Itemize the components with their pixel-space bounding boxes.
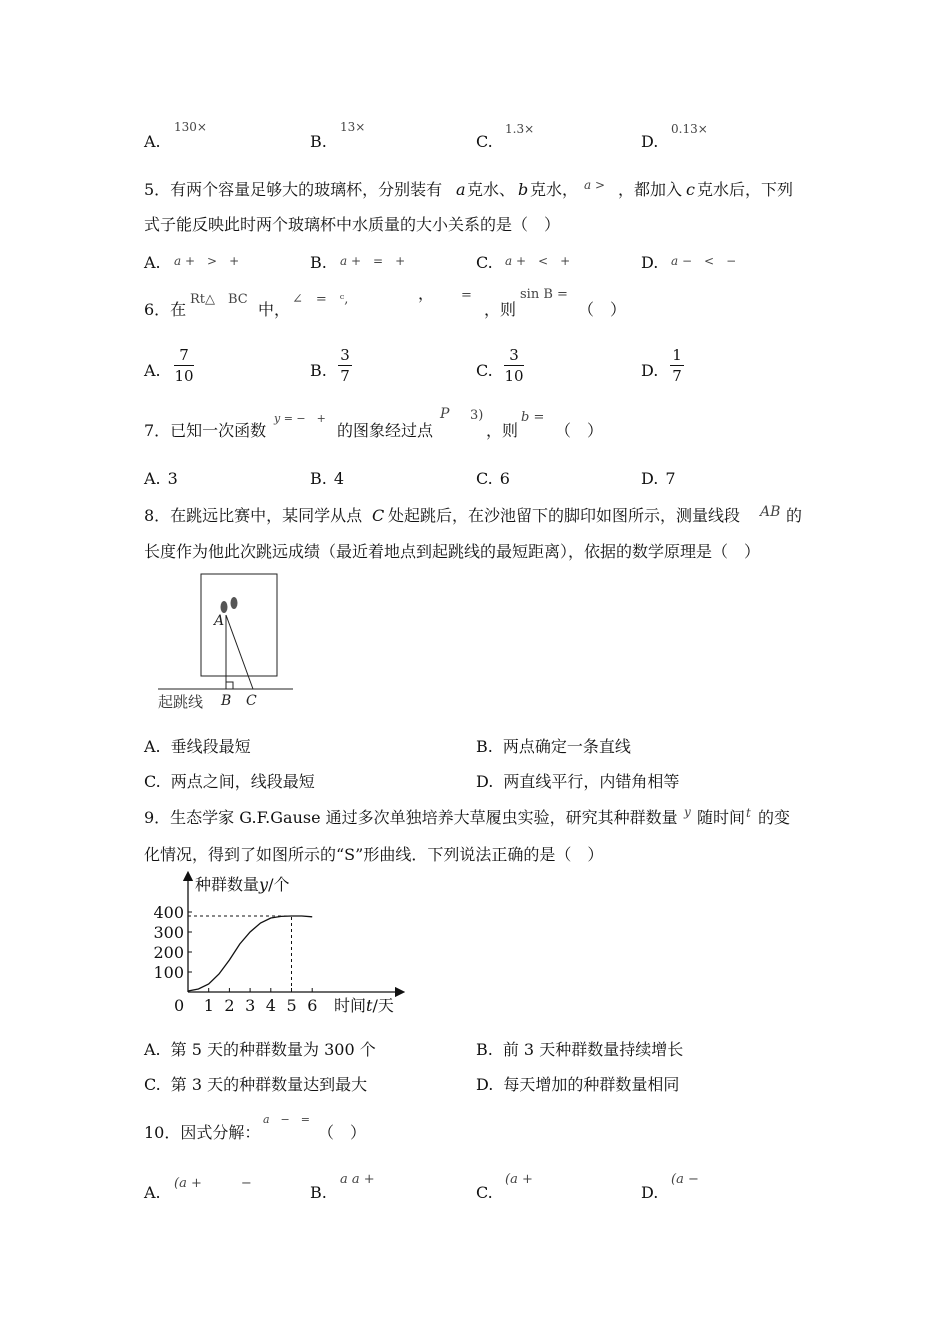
q8-option-c-text: 两点之间，线段最短 — [170, 772, 315, 791]
q10-option-b-letter: B. — [310, 1183, 327, 1202]
q7-option-d — [641, 469, 676, 489]
q6-option-a-numerator: 7 — [179, 346, 189, 364]
q6-option-d-denominator: 7 — [672, 367, 682, 385]
q8-option-a — [144, 737, 251, 757]
q8-option-c — [144, 772, 315, 792]
q8-option-b-letter: B. — [476, 737, 493, 756]
q7-option-c-letter: C. — [476, 469, 493, 488]
q10-option-d-letter: D. — [641, 1183, 659, 1202]
q10-option-a-letter: A. — [144, 1183, 161, 1202]
q5-option-c-letter: C. — [476, 253, 493, 272]
footprint-right — [231, 597, 238, 609]
q5-option-a-expr: a + > + — [174, 254, 240, 268]
q9-line2: 化情况，得到了如图所示的“S”形曲线．下列说法正确的是（ ） — [144, 845, 604, 864]
x-tick-label: 6 — [307, 996, 318, 1015]
q7-option-b — [310, 469, 344, 489]
axis-ticks — [153, 903, 317, 1015]
q8-option-c-letter: C. — [144, 772, 161, 791]
q7-option-b-letter: B. — [310, 469, 327, 488]
q8-line1: 8．在跳远比赛中，某同学从点 — [144, 506, 363, 525]
q6-option-d-fraction — [670, 346, 684, 385]
q9-var-t: t — [746, 806, 751, 820]
y-axis-label-prefix: 种群数量 — [195, 875, 260, 894]
q8-option-d-text: 两直线平行，内错角相等 — [503, 772, 680, 791]
q6-option-c-numerator: 3 — [509, 346, 519, 364]
q9-option-d — [476, 1075, 679, 1095]
x-axis-label-unit: /天 — [372, 996, 394, 1015]
y-axis-label-unit: /个 — [268, 875, 290, 894]
q6-comma: ， — [418, 284, 435, 303]
q9-option-d-letter: D. — [476, 1075, 494, 1094]
q7-option-c-text: 6 — [499, 469, 510, 488]
q5-line1-a: 5．有两个容量足够大的玻璃杯，分别装有 — [144, 180, 443, 199]
q9-option-b — [476, 1040, 683, 1060]
q7-mid: 的图象经过点 — [337, 421, 434, 440]
q8-line2: 长度作为他此次跳远成绩（最近着地点到起跳线的最短距离），依据的数学原理是（ ） — [144, 542, 761, 561]
q7-point-rest: 3) — [470, 408, 484, 423]
q6-option-b-letter: B. — [310, 361, 327, 380]
q10-option-c-letter: C. — [476, 1183, 493, 1202]
q7-function: y = − + — [274, 412, 326, 425]
q7-paren: （ ） — [555, 421, 604, 440]
q8-option-d — [476, 772, 679, 792]
y-tick-label: 200 — [153, 943, 184, 962]
y-tick-label: 100 — [153, 963, 184, 982]
q10-option-c-expr: (a + — [505, 1172, 533, 1187]
q10-paren: （ ） — [318, 1123, 367, 1142]
label-a: A — [214, 613, 225, 629]
y-axis-label-var: y — [259, 875, 269, 894]
q9-option-b-letter: B. — [476, 1040, 493, 1059]
q5-mid2: 克水， — [530, 180, 579, 199]
q6-option-a-letter: A. — [144, 361, 161, 380]
q7-prefix: 7．已知一次函数 — [144, 421, 267, 440]
population-chart — [150, 868, 420, 1023]
q9-option-c-text: 第 3 天的种群数量达到最大 — [170, 1075, 368, 1094]
q6-eq: = — [461, 288, 472, 303]
q5-option-b-letter: B. — [310, 253, 327, 272]
q4-option-a-expr: 130× — [174, 120, 207, 134]
segment-ac — [226, 615, 253, 689]
x-axis-label-var: t — [366, 996, 373, 1015]
q5-option-a-letter: A. — [144, 253, 161, 272]
q6-option-d-letter: D. — [641, 361, 659, 380]
q9-var-y: y — [684, 805, 691, 819]
q7-b-eq: b = — [521, 410, 545, 425]
q6-triangle: Rt△ BC — [190, 292, 248, 307]
y-tick-label: 300 — [153, 923, 184, 942]
q6-option-b-denominator: 7 — [340, 367, 350, 385]
q5-condition: a > — [584, 178, 606, 192]
q6-ze: ，则 — [484, 300, 517, 319]
q10-option-b-expr: a a + — [340, 1172, 375, 1187]
q4-option-d-expr: 0.13× — [671, 122, 708, 136]
x-axis-label-prefix: 时间 — [334, 996, 367, 1015]
q9-option-b-text: 前 3 天种群数量持续增长 — [502, 1040, 684, 1059]
long-jump-figure — [150, 565, 300, 715]
q10-option-d-expr: (a − — [671, 1172, 699, 1187]
q5-option-d-expr: a − < − — [671, 254, 737, 268]
q8-option-a-letter: A. — [144, 737, 161, 756]
q5-var-b: b — [518, 180, 529, 199]
footprint-left — [221, 601, 228, 613]
takeoff-line-label: 起跳线 — [158, 693, 204, 711]
q7-ze: ，则 — [486, 421, 519, 440]
q6-zhong: 中， — [258, 300, 291, 319]
label-b: B — [221, 693, 232, 709]
q4-option-d-letter: D. — [641, 132, 659, 151]
guide-lines — [188, 916, 292, 992]
q5-option-c-expr: a + < + — [505, 254, 571, 268]
q5-end1: 克水后，下列 — [697, 180, 794, 199]
q8-option-b — [476, 737, 631, 757]
q5-mid1: 克水、 — [467, 180, 516, 199]
q4-option-c-letter: C. — [476, 132, 493, 151]
q5-option-b-expr: a + = + — [340, 254, 406, 268]
q7-option-a — [144, 469, 178, 489]
q4-option-b-expr: 13× — [340, 120, 366, 134]
q7-option-d-text: 7 — [665, 469, 676, 488]
q8-segment: AB — [760, 504, 781, 520]
q7-option-d-letter: D. — [641, 469, 659, 488]
q9-option-a — [144, 1040, 376, 1060]
q5-var-c: c — [686, 180, 695, 199]
q6-option-c-letter: C. — [476, 361, 493, 380]
q6-option-c-denominator: 10 — [504, 367, 524, 385]
q9-line1: 9．生态学家 G.F.Gause 通过多次单独培养大草履虫实验，研究其种群数量 — [144, 808, 678, 827]
q7-option-b-text: 4 — [333, 469, 345, 488]
q4-option-b-letter: B. — [310, 132, 327, 151]
q9-line1b: 随时间 — [697, 808, 746, 827]
q6-option-b-fraction — [338, 346, 352, 385]
x-tick-label: 1 — [203, 996, 214, 1015]
x-tick-label: 5 — [286, 996, 297, 1015]
q10-option-a-expr: (a + − — [174, 1176, 252, 1191]
q6-paren: （ ） — [578, 300, 627, 319]
q8-line1b: 处起跳后，在沙池留下的脚印如图所示，测量线段 — [388, 506, 741, 525]
q5-mid3: ，都加入 — [618, 180, 683, 199]
q6-prefix: 6．在 — [144, 300, 187, 319]
sand-pit — [201, 574, 277, 676]
q6-angle: ∠ = ᶜ, — [292, 292, 349, 307]
q9-line1c: 的变 — [758, 808, 791, 827]
q10-prefix: 10．因式分解： — [144, 1123, 261, 1142]
q6-option-a-fraction — [174, 346, 194, 385]
q5-option-d-letter: D. — [641, 253, 659, 272]
label-c: C — [246, 693, 257, 709]
y-axis-label — [195, 875, 289, 894]
q5-line2: 式子能反映此时两个玻璃杯中水质量的大小关系的是（ ） — [144, 215, 561, 234]
q10-expr: a − = — [263, 1113, 310, 1126]
q8-line1c: 的 — [786, 506, 803, 525]
q8-option-d-letter: D. — [476, 772, 494, 791]
x-tick-label: 3 — [245, 996, 256, 1015]
x-tick-label: 4 — [265, 996, 276, 1015]
q6-option-a-denominator: 10 — [174, 367, 194, 385]
q5-var-a: a — [456, 180, 466, 199]
q4-option-c-expr: 1.3× — [505, 122, 535, 136]
q9-option-c — [144, 1075, 367, 1095]
q6-option-d-numerator: 1 — [672, 346, 682, 364]
q6-option-c-fraction — [504, 346, 524, 385]
q7-point-p: P — [440, 406, 450, 422]
q4-option-a-letter: A. — [144, 132, 161, 151]
q7-option-a-letter: A. — [144, 469, 161, 488]
q7-option-a-text: 3 — [167, 469, 178, 488]
s-curve-series — [188, 916, 312, 991]
right-angle-mark — [226, 682, 233, 689]
q8-var-c: C — [372, 506, 385, 525]
q8-option-a-text: 垂线段最短 — [170, 737, 251, 756]
q8-option-b-text: 两点确定一条直线 — [502, 737, 631, 756]
q9-option-a-text: 第 5 天的种群数量为 300 个 — [170, 1040, 376, 1059]
q6-sinb: sin B = — [520, 287, 568, 302]
y-tick-label: 400 — [153, 903, 184, 922]
q7-option-c — [476, 469, 510, 489]
q6-option-b-numerator: 3 — [340, 346, 350, 364]
x-tick-label: 0 — [174, 996, 185, 1015]
x-tick-label: 2 — [224, 996, 235, 1015]
q9-option-d-text: 每天增加的种群数量相同 — [503, 1075, 680, 1094]
q9-option-a-letter: A. — [144, 1040, 161, 1059]
q9-option-c-letter: C. — [144, 1075, 161, 1094]
x-axis-label — [334, 996, 394, 1015]
